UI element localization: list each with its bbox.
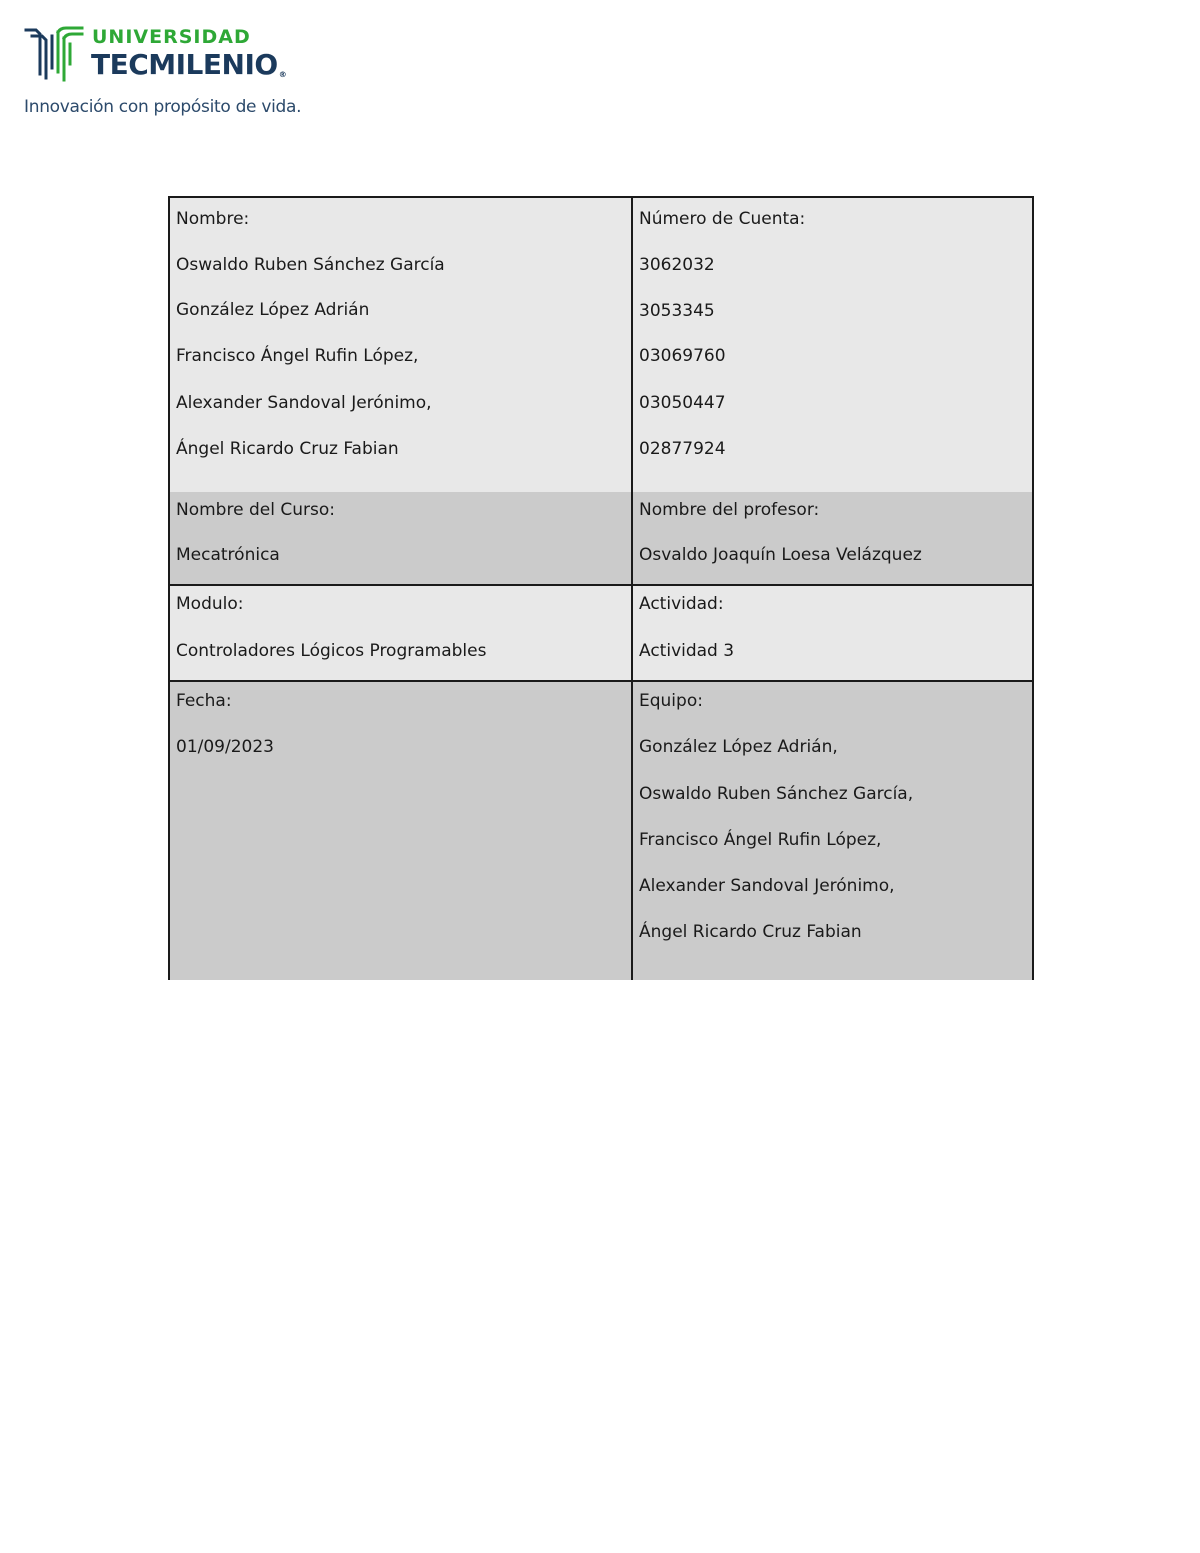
professor-cell xyxy=(633,492,1034,584)
account-number: 02877924 xyxy=(639,439,726,459)
module-value: Controladores Lógicos Programables xyxy=(176,641,487,661)
logo-name-text: TECMILENIO® xyxy=(91,48,287,81)
team-cell xyxy=(633,682,1034,980)
students-label: Nombre: xyxy=(176,209,250,229)
professor-value: Osvaldo Joaquín Loesa Velázquez xyxy=(639,545,922,565)
activity-cell xyxy=(633,586,1034,680)
account-number: 3062032 xyxy=(639,255,715,275)
student-name: Alexander Sandoval Jerónimo, xyxy=(176,393,432,413)
account-number: 03069760 xyxy=(639,346,726,366)
account-number: 3053345 xyxy=(639,301,715,321)
registered-mark: ® xyxy=(278,70,287,79)
team-member: Ángel Ricardo Cruz Fabian xyxy=(639,922,862,942)
student-name: Ángel Ricardo Cruz Fabian xyxy=(176,439,399,459)
course-cell xyxy=(168,492,633,584)
professor-label: Nombre del profesor: xyxy=(639,500,820,520)
module-label: Modulo: xyxy=(176,594,244,614)
course-label: Nombre del Curso: xyxy=(176,500,335,520)
date-cell xyxy=(168,682,633,980)
team-member: Alexander Sandoval Jerónimo, xyxy=(639,876,895,896)
students-cell xyxy=(168,198,633,492)
student-name: González López Adrián xyxy=(176,300,370,320)
logo-university-text: UNIVERSIDAD xyxy=(92,26,251,48)
student-name: Francisco Ángel Rufin López, xyxy=(176,346,419,366)
team-label: Equipo: xyxy=(639,691,703,711)
team-member: Francisco Ángel Rufin López, xyxy=(639,830,882,850)
student-name: Oswaldo Ruben Sánchez García xyxy=(176,255,445,275)
activity-value: Actividad 3 xyxy=(639,641,735,661)
date-value: 01/09/2023 xyxy=(176,737,274,757)
table-row-course xyxy=(168,492,1034,586)
table-row-students xyxy=(168,196,1034,492)
logo-tagline: Innovación con propósito de vida. xyxy=(24,97,302,117)
activity-label: Actividad: xyxy=(639,594,724,614)
account-number: 03050447 xyxy=(639,393,726,413)
tecmilenio-logo-icon xyxy=(22,24,88,82)
accounts-cell xyxy=(633,198,1034,492)
team-member: González López Adrián, xyxy=(639,737,838,757)
table-row-module xyxy=(168,586,1034,682)
university-logo xyxy=(22,24,312,124)
team-member: Oswaldo Ruben Sánchez García, xyxy=(639,784,914,804)
date-label: Fecha: xyxy=(176,691,232,711)
cover-info-table xyxy=(168,196,1034,980)
table-row-date-team xyxy=(168,682,1034,980)
course-value: Mecatrónica xyxy=(176,545,280,565)
accounts-label: Número de Cuenta: xyxy=(639,209,806,229)
module-cell xyxy=(168,586,633,680)
